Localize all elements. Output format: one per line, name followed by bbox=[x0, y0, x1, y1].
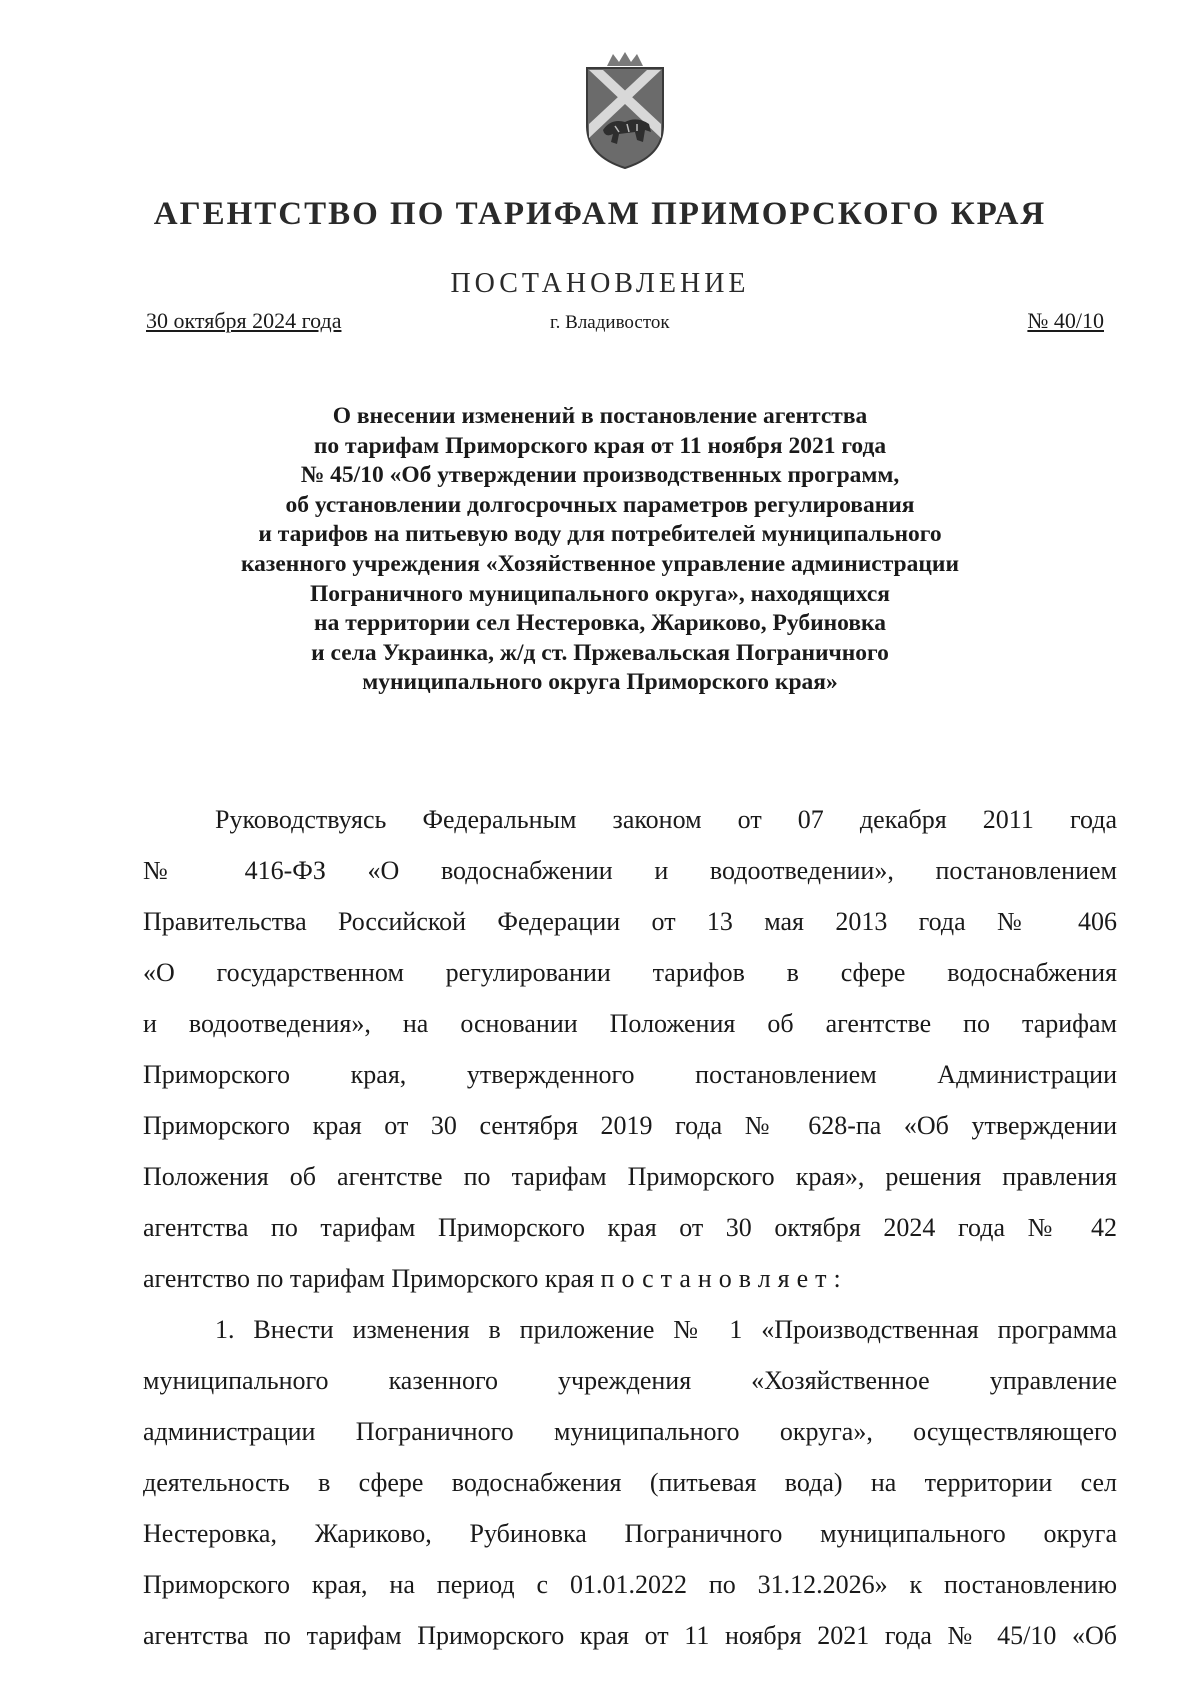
body-line: «О государственном регулировании тарифов в сфере водоснабжения bbox=[143, 958, 1117, 987]
heading-line: и села Украинка, ж/д ст. Пржевальская Пограничного bbox=[311, 639, 889, 666]
heading-line: Пограничного муниципального округа», находящихся bbox=[309, 580, 891, 607]
body-line: Руководствуясь Федеральным законом от 07 декабря 2011 года bbox=[215, 805, 1117, 834]
document-date: 30 октября 2024 года bbox=[146, 308, 342, 333]
body-line: Приморского края, на период с 01.01.2022 по 31.12.2026» к постановлению bbox=[143, 1570, 1117, 1599]
body-line: Нестеровка, Жариково, Рубиновка Пограничного муниципального округа bbox=[143, 1519, 1117, 1548]
body-line: и водоотведения», на основании Положения об агентстве по тарифам bbox=[143, 1009, 1117, 1038]
heading-line: № 45/10 «Об утверждении производственных программ, bbox=[300, 462, 900, 489]
heading-line: казенного учреждения «Хозяйственное управление администрации bbox=[240, 550, 959, 577]
body-line-text: агентство по тарифам Приморского края bbox=[143, 1264, 595, 1293]
body-line: администрации Пограничного муниципального округа», осуществляющего bbox=[143, 1417, 1117, 1446]
body-line: деятельность в сфере водоснабжения (питьевая вода) на территории сел bbox=[143, 1468, 1117, 1497]
heading-line: об установлении долгосрочных параметров регулирования bbox=[285, 491, 915, 518]
resolution-word: постановляет: bbox=[600, 1264, 848, 1293]
body-line: агентства по тарифам Приморского края от 11 ноября 2021 года № 45/10 «Об bbox=[143, 1621, 1117, 1650]
coat-of-arms-emblem-icon bbox=[579, 52, 671, 170]
heading-line: и тарифов на питьевую воду для потребителей муниципального bbox=[258, 521, 942, 548]
document-type: ПОСТАНОВЛЕНИЕ bbox=[450, 268, 750, 299]
body-line: 1. Внести изменения в приложение № 1 «Производственная программа bbox=[215, 1315, 1117, 1344]
body-line: Положения об агентстве по тарифам Приморского края», решения правления bbox=[143, 1162, 1117, 1191]
body-line: агентства по тарифам Приморского края от 30 октября 2024 года № 42 bbox=[143, 1213, 1117, 1242]
agency-title: АГЕНТСТВО ПО ТАРИФАМ ПРИМОРСКОГО КРАЯ bbox=[153, 196, 1047, 232]
body-line: Приморского края от 30 сентября 2019 года № 628-па «Об утверждении bbox=[143, 1111, 1117, 1140]
body-line: Приморского края, утвержденного постановлением Администрации bbox=[143, 1060, 1117, 1089]
body-line: муниципального казенного учреждения «Хозяйственное управление bbox=[143, 1366, 1117, 1395]
body-line: № 416-ФЗ «О водоснабжении и водоотведении», постановлением bbox=[143, 856, 1117, 885]
body-line-resolution bbox=[143, 1253, 1117, 1304]
heading-line: по тарифам Приморского края от 11 ноября 2021 года bbox=[313, 432, 887, 459]
document-number: № 40/10 bbox=[1027, 308, 1104, 333]
body-line: Правительства Российской Федерации от 13 мая 2013 года № 406 bbox=[143, 907, 1117, 936]
heading-line: муниципального округа Приморского края» bbox=[362, 669, 838, 696]
document-city: г. Владивосток bbox=[550, 312, 670, 333]
document-body bbox=[143, 794, 1117, 1661]
heading-line: О внесении изменений в постановление агентства bbox=[332, 403, 868, 429]
document-heading bbox=[150, 402, 1050, 698]
heading-line: на территории сел Нестеровка, Жариково, Рубиновка bbox=[314, 610, 886, 637]
